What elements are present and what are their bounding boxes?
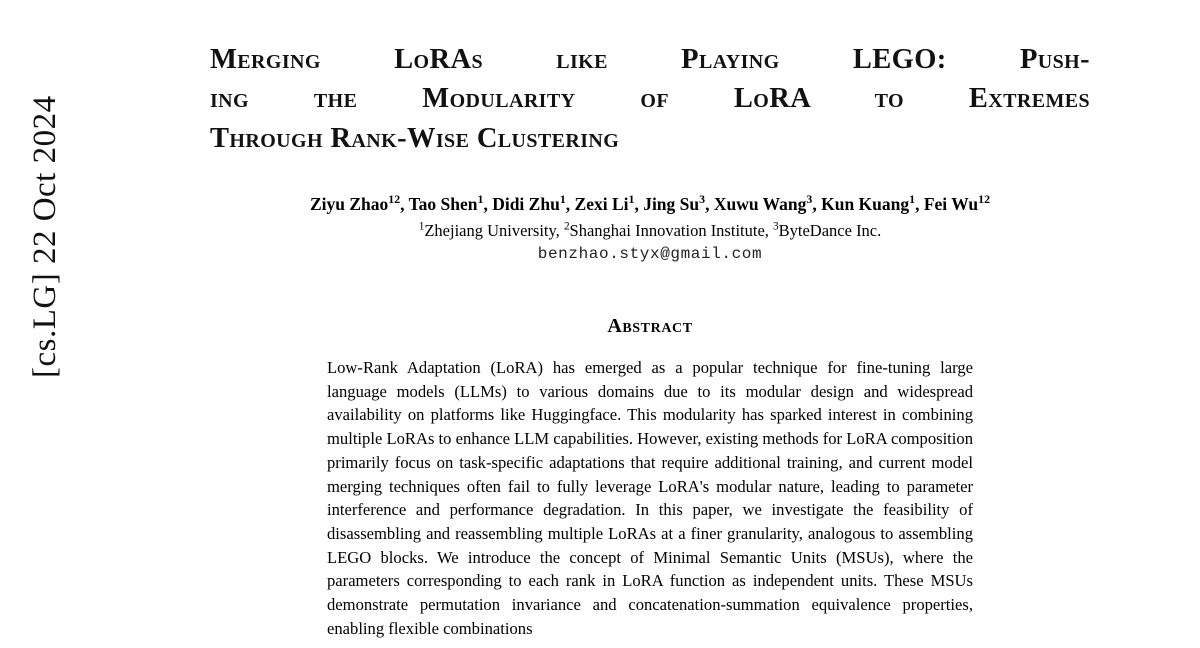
- author-list: Ziyu Zhao$^{12}$, Tao Shen$^1$, Didi Zhu$^1$, Zexi Li$^1$, Jing Su$^3$, Xuwu Wang$^3$, Kun Kuang$^1$, Fei Wu$^{12}$: [309, 192, 991, 214]
- paper-page: [150, 0, 1150, 648]
- abstract-heading: Abstract: [607, 314, 693, 337]
- title-line-2: ing the Modularity of LoRA to Extremes: [210, 83, 1090, 115]
- contact-email: benzhao.styx@gmail.com: [537, 244, 763, 263]
- page-title: [150, 0, 1150, 158]
- affiliation-list: $^1$Zhejiang University, $^2$Shanghai Innovation Institute, $^3$ByteDance Inc.: [418, 220, 882, 240]
- arxiv-identifier-stamp: [cs.LG] 22 Oct 2024: [26, 95, 63, 378]
- title-line-1: Merging LoRAs like Playing LEGO: Push-: [210, 44, 1090, 75]
- title-line-3: Through Rank-Wise Clustering: [210, 122, 620, 154]
- abstract-body: Low-Rank Adaptation (LoRA) has emerged as a popular technique for fine-tuning large language models (LLMs) to various domains due to its modular design and widespread availability on platforms like Huggingface. This modularity has sparked interest in combining multiple LoRAs to enhance LLM capabilities. However, existing methods for LoRA composition primarily focus on task-specific adaptations that require additional training, and current model merging techniques often fail to fully leverage LoRA's modular nature, leading to parameter interference and performance degradation. In this paper, we investigate the feasibility of disassembling and reassembling multiple LoRAs at a finer granularity, analogous to assembling LEGO blocks. We introduce the concept of Minimal Semantic Units (MSUs), where the parameters corresponding to each rank in LoRA function as independent units. These MSUs demonstrate permutation invariance and concatenation-summation equivalence properties, enabling flexible combinations: [327, 357, 973, 638]
